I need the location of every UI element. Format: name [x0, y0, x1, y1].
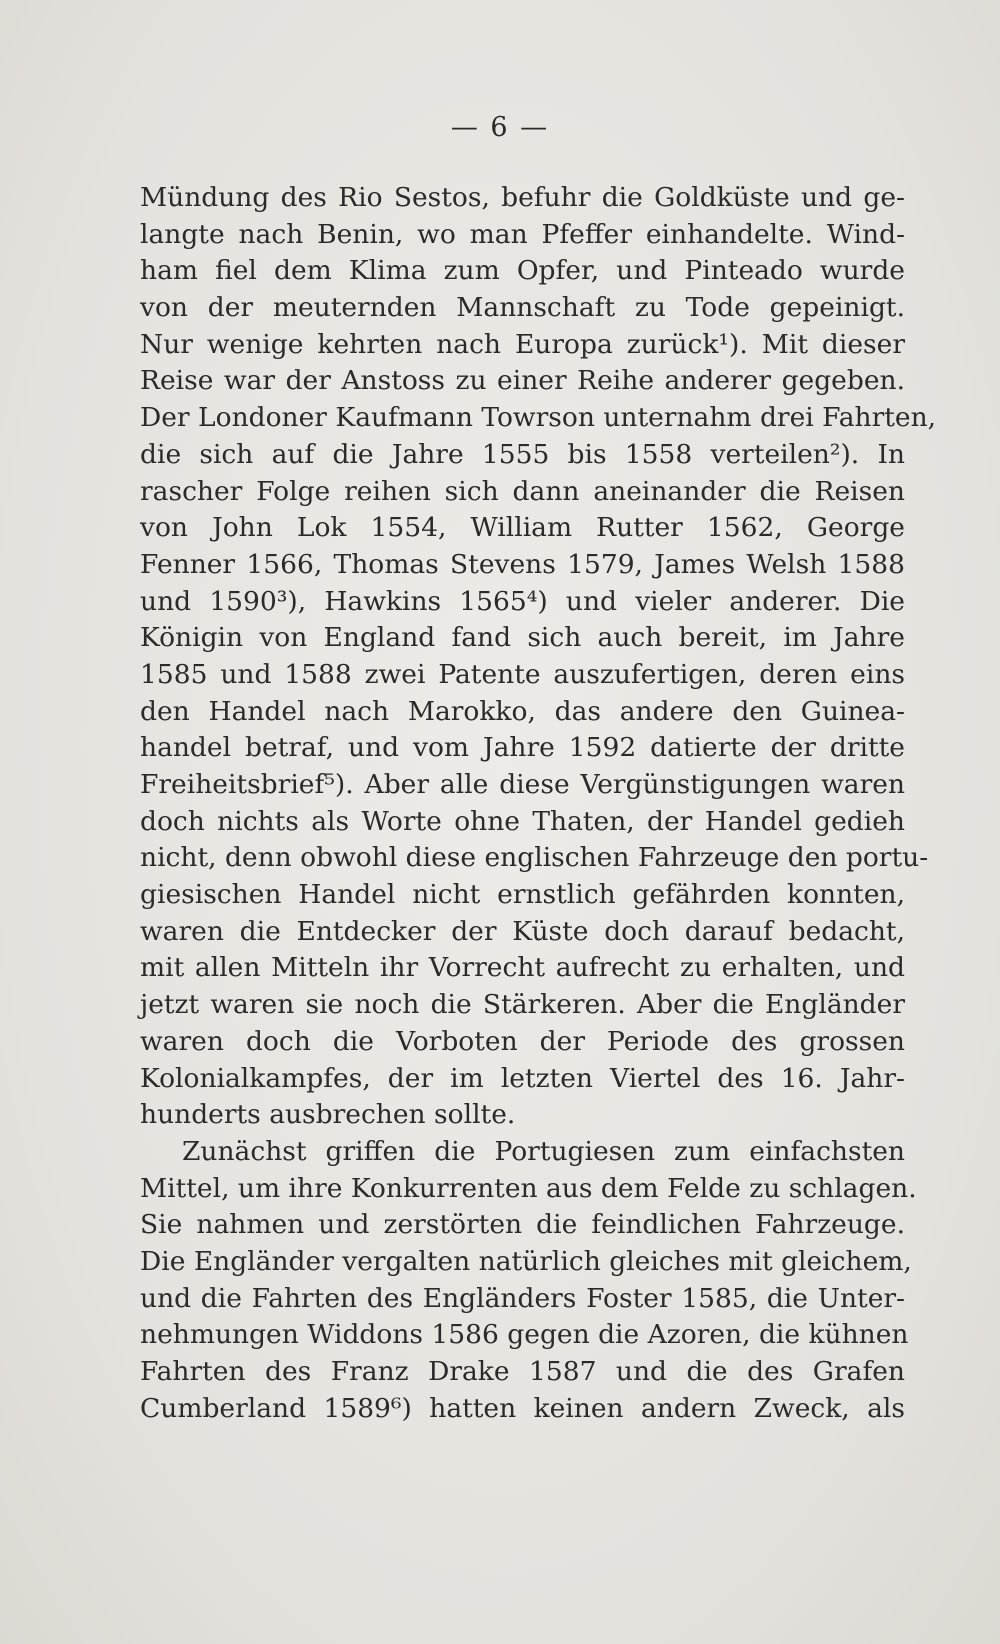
text-line: Kolonialkampfes, der im letzten Viertel des 16. Jahr- [140, 1062, 905, 1094]
text-line: Zunächst griffen die Portugiesen zum einfachsten [182, 1135, 905, 1167]
text-line: Reise war der Anstoss zu einer Reihe anderer gegeben. [140, 365, 905, 397]
text-line: waren doch die Vorboten der Periode des grossen [140, 1025, 905, 1057]
text-line: jetzt waren sie noch die Stärkeren. Aber die Engländer [140, 989, 905, 1021]
text-line: den Handel nach Marokko, das andere den Guinea- [140, 695, 905, 727]
text-line: Freiheitsbrief⁵). Aber alle diese Vergünstigungen waren [140, 769, 905, 800]
text-line: Königin von England fand sich auch bereit, im Jahre [140, 622, 905, 654]
text-line: Sie nahmen und zerstörten die feindlichen Fahrzeuge. [140, 1209, 905, 1241]
text-line: mit allen Mitteln ihr Vorrecht aufrecht zu erhalten, und [140, 952, 905, 984]
text-line: nicht, denn obwohl diese englischen Fahrzeuge den portu- [140, 842, 929, 874]
text-line: langte nach Benin, wo man Pfeffer einhandelte. Wind- [140, 218, 905, 250]
text-line: rascher Folge reihen sich dann aneinander die Reisen [140, 475, 905, 507]
text-line: ham fiel dem Klima zum Opfer, und Pinteado wurde [140, 255, 905, 287]
page-number: — 6 — [450, 112, 550, 143]
text-line: handel betraf, und vom Jahre 1592 datierte der dritte [140, 732, 905, 764]
paragraph-2 [140, 1134, 917, 1428]
text-line: Der Londoner Kaufmann Towrson unternahm drei Fahrten, [140, 402, 937, 434]
text-line: Cumberland 1589⁶) hatten keinen andern Zweck, als [140, 1392, 905, 1424]
body-text [140, 180, 937, 1427]
text-line: Mündung des Rio Sestos, befuhr die Goldküste und ge- [140, 182, 905, 213]
text-line: doch nichts als Worte ohne Thaten, der Handel gedieh [140, 805, 905, 837]
text-line: von John Lok 1554, William Rutter 1562, George [140, 512, 905, 544]
text-line: von der meuternden Mannschaft zu Tode gepeinigt. [140, 292, 905, 324]
text-line: und die Fahrten des Engländers Foster 1585, die Unter- [140, 1282, 905, 1314]
text-line: giesischen Handel nicht ernstlich gefährden konnten, [140, 879, 905, 911]
text-line: Fahrten des Franz Drake 1587 und die des Grafen [140, 1356, 905, 1387]
text-line: Mittel, um ihre Konkurrenten aus dem Felde zu schlagen. [140, 1172, 917, 1204]
paragraph-1 [140, 180, 937, 1134]
text-line: die sich auf die Jahre 1555 bis 1558 verteilen²). In [140, 438, 905, 470]
text-line: nehmungen Widdons 1586 gegen die Azoren, die kühnen [140, 1319, 909, 1351]
text-line: waren die Entdecker der Küste doch darauf bedacht, [140, 915, 905, 947]
text-line: Nur wenige kehrten nach Europa zurück¹). Mit dieser [140, 328, 905, 360]
text-line: Fenner 1566, Thomas Stevens 1579, James Welsh 1588 [140, 548, 905, 580]
text-line: 1585 und 1588 zwei Patente auszufertigen, deren eins [140, 658, 905, 690]
text-line: hunderts ausbrechen sollte. [140, 1099, 516, 1131]
text-line: und 1590³), Hawkins 1565⁴) und vieler anderer. Die [140, 585, 905, 617]
text-line: Die Engländer vergalten natürlich gleiches mit gleichem, [140, 1245, 912, 1277]
